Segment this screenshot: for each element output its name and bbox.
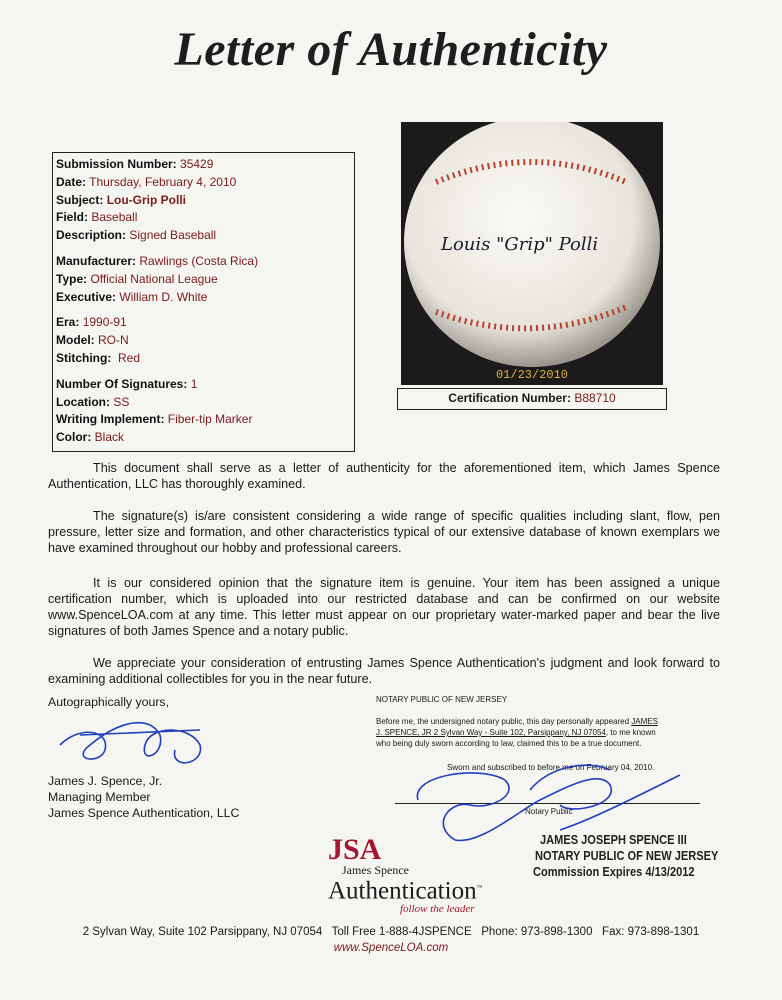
item-info-box bbox=[52, 152, 355, 452]
stamp-title: NOTARY PUBLIC OF NEW JERSEY bbox=[535, 848, 719, 863]
footer-address: 2 Sylvan Way, Suite 102 Parsippany, NJ 07054 Toll Free 1-888-4JSPENCE Phone: 973-898-1300 Fax: 973-898-1301 bbox=[82, 926, 700, 938]
label: Submission Number: bbox=[56, 157, 177, 171]
label: Writing Implement: bbox=[56, 412, 165, 427]
page-title: Letter of Authenticity bbox=[174, 23, 608, 76]
label: Subject: bbox=[56, 192, 104, 207]
spence-signature bbox=[50, 705, 220, 775]
label: Date: bbox=[56, 174, 87, 189]
paragraph-4: We appreciate your consideration of entrusting James Spence Authentication's judgment and look forward to examining additional collectibles for you in the near future. bbox=[48, 656, 720, 686]
label: Executive: bbox=[56, 289, 117, 304]
notary-text: , to me known who being duly sworn according to law, claimed this to be a true document. bbox=[376, 728, 656, 748]
submission-row bbox=[56, 156, 351, 174]
description-row bbox=[56, 227, 351, 245]
manufacturer-value: Rawlings (Costa Rica) bbox=[139, 253, 259, 268]
signer-role: Managing Member bbox=[48, 790, 151, 804]
footer-website[interactable]: www.SpenceLOA.com bbox=[333, 942, 449, 954]
logo-tm: ™ bbox=[476, 885, 483, 891]
field-value: Baseball bbox=[91, 210, 138, 225]
implement-value: Fiber-tip Marker bbox=[167, 412, 253, 427]
signer-name: James J. Spence, Jr. bbox=[48, 774, 163, 788]
logo-jsa: JSA bbox=[328, 833, 382, 866]
model-row bbox=[56, 332, 351, 350]
signatures-value: 1 bbox=[190, 376, 198, 391]
closing: Autographically yours, bbox=[48, 695, 169, 709]
subject-value: Lou-Grip Polli bbox=[106, 192, 187, 207]
type-value: Official National League bbox=[90, 271, 218, 286]
label: Description: bbox=[56, 228, 127, 243]
photo-date-stamp: 01/23/2010 bbox=[495, 368, 569, 382]
paragraph-2: The signature(s) is/are consistent considering a wide range of specific qualities including slant, flow, pen pressure, letter size and formation, and other characteristics typical of our extensive database of known exemplars we have examined throughout our hobby and professional careers. bbox=[48, 509, 720, 555]
era-row bbox=[56, 314, 351, 332]
label: Color: bbox=[56, 430, 92, 445]
paragraph-3: It is our considered opinion that the signature item is genuine. Your item has been assigned a unique certification number, which is uploaded into our restricted database and can be confirmed on our website www.SpenceLOA.com at any time. This letter must appear on our proprietary water-marked paper and bear the live signatures of both James Spence and a notary public. bbox=[48, 576, 720, 638]
notary-line-label: Notary Public bbox=[525, 807, 573, 816]
cert-label: Certification Number: bbox=[448, 391, 571, 405]
stamp-name: JAMES JOSEPH SPENCE III bbox=[540, 832, 687, 847]
date-row bbox=[56, 174, 351, 192]
location-row bbox=[56, 394, 351, 412]
notary-appeared: JAMES J. SPENCE, JR 2 Sylvan Way - Suite 102, Parsippany, NJ 07054 bbox=[376, 717, 658, 737]
location-value: SS bbox=[113, 394, 130, 409]
label: Number Of Signatures: bbox=[56, 376, 188, 391]
model-value: RO-N bbox=[98, 333, 129, 348]
manufacturer-row bbox=[56, 253, 351, 271]
notary-statement bbox=[376, 716, 666, 749]
cert-number: B88710 bbox=[574, 391, 616, 405]
label: Manufacturer: bbox=[56, 253, 137, 268]
label: Model: bbox=[56, 333, 95, 348]
baseball-photo bbox=[401, 122, 663, 385]
stitching-value: Red bbox=[118, 350, 141, 365]
stitching-row bbox=[56, 350, 351, 368]
signatures-row bbox=[56, 376, 351, 394]
executive-row bbox=[56, 289, 351, 307]
label: Location: bbox=[56, 394, 110, 409]
era-value: 1990-91 bbox=[82, 315, 127, 330]
notary-heading: NOTARY PUBLIC OF NEW JERSEY bbox=[376, 695, 508, 704]
paragraph-1: This document shall serve as a letter of authenticity for the aforementioned item, which James Spence Authentication, LLC has thoroughly examined. bbox=[48, 461, 720, 491]
label: Stitching: bbox=[56, 350, 112, 365]
logo-line2 bbox=[328, 876, 488, 903]
submission-number: 35429 bbox=[180, 157, 214, 171]
signer-company: James Spence Authentication, LLC bbox=[48, 806, 240, 820]
subject-row bbox=[56, 192, 351, 210]
logo-tagline: follow the leader bbox=[400, 903, 475, 916]
color-value: Black bbox=[94, 430, 125, 445]
jsa-logo bbox=[328, 833, 488, 916]
executive-value: William D. White bbox=[119, 289, 208, 304]
logo-line1: James Spence bbox=[342, 863, 409, 877]
label: Type: bbox=[56, 271, 88, 286]
date-value: Thursday, February 4, 2010 bbox=[89, 174, 237, 189]
description-value: Signed Baseball bbox=[129, 228, 217, 243]
field-row bbox=[56, 209, 351, 227]
certification-number-box bbox=[397, 388, 667, 410]
notary-sworn: Sworn and subscribed to before me on February 04, 2010. bbox=[447, 763, 655, 772]
color-row bbox=[56, 429, 351, 447]
label: Era: bbox=[56, 315, 80, 330]
type-row bbox=[56, 271, 351, 289]
ball-signature: Louis "Grip" Polli bbox=[441, 234, 599, 255]
logo-authentication: Authentication bbox=[328, 877, 477, 905]
stamp-expires: Commission Expires 4/13/2012 bbox=[533, 864, 695, 879]
implement-row bbox=[56, 411, 351, 429]
baseball-image bbox=[401, 122, 663, 385]
label: Field: bbox=[56, 210, 88, 225]
notary-text: Before me, the undersigned notary public, this day personally appeared bbox=[376, 717, 632, 726]
